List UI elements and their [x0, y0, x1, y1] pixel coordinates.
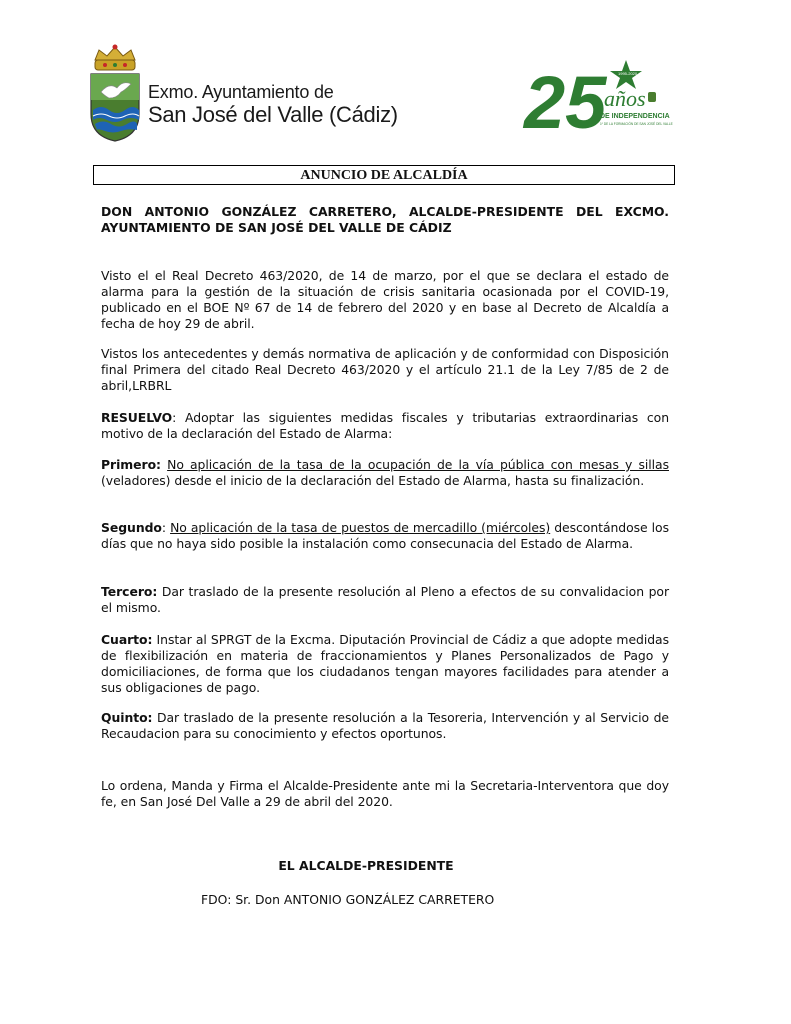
resuelvo-label: RESUELVO: [101, 410, 173, 425]
segundo-rest: descontándose los días que no haya sido posible la instalación como consecunacia del Estado de Alarma.: [101, 520, 669, 551]
anniversary-small-text: 1º DE LA FORMACIÓN DE SAN JOSÉ DEL VALLE: [600, 122, 673, 126]
org-name-line1: Exmo. Ayuntamiento de: [148, 82, 334, 102]
document-title: ANUNCIO DE ALCALDÍA: [300, 168, 468, 183]
signature-name: FDO: Sr. Don ANTONIO GONZÁLEZ CARRETERO: [201, 892, 495, 907]
segundo-underlined: No aplicación de la tasa de puestos de mercadillo (miércoles): [170, 520, 551, 535]
segundo-label: Segundo: [101, 520, 162, 535]
paragraph-closing: Lo ordena, Manda y Firma el Alcalde-Presidente ante mi la Secretaria-Interventora que doy fe, en San José Del Valle a 29 de abril del 2020.: [101, 778, 669, 809]
tercero-label: Tercero:: [101, 584, 158, 599]
org-name-line2: San José del Valle (Cádiz): [148, 102, 398, 127]
resuelvo-text: : Adoptar las siguientes medidas fiscales y tributarias extraordinarias con motivo de la declaración del Estado de Alarma:: [101, 410, 669, 441]
paragraph-quinto: [101, 710, 669, 742]
primero-rest: (veladores) desde el inicio de la declaración del Estado de Alarma, hasta su finalización.: [101, 473, 645, 488]
cuarto-text: Instar al SPRGT de la Excma. Diputación Provincial de Cádiz a que adopte medidas de flexibilización en materia de fraccionamientos y Planes Personalizados de Pago y domiciliaciones, de forma que los ciudadanos tengan mayores facilidades para atender a sus obligaciones de pago.: [101, 632, 669, 695]
paragraph-visto: Visto el el Real Decreto 463/2020, de 14 de marzo, por el que se declara el estado de alarma para la gestión de la situación de crisis sanitaria ocasionada por el COVID-19, publicado en el BOE Nº 67 de 14 de febrero del 2020 y en base al Decreto de Alcaldía a fecha de hoy 29 de abril.: [101, 268, 669, 331]
quinto-text: Dar traslado de la presente resolución a la Tesoreria, Intervención y al Servicio de Recaudacion para su conocimiento y efectos oportunos.: [101, 710, 669, 741]
anniversary-number: 25: [524, 61, 607, 144]
paragraph-tercero: [101, 584, 669, 616]
anniversary-logo: [520, 58, 673, 144]
segundo-colon: :: [161, 520, 171, 535]
paragraph-segundo: [101, 520, 669, 552]
tercero-text: Dar traslado de la presente resolución al Pleno a efectos de su convalidacion por el mismo.: [101, 584, 669, 615]
signature-title: EL ALCALDE-PRESIDENTE: [278, 858, 454, 873]
paragraph-cuarto: [101, 632, 669, 696]
primero-underlined: No aplicación de la tasa de la ocupación de la vía pública con mesas y sillas: [167, 457, 669, 472]
coat-of-arms-icon: [87, 44, 143, 142]
cuarto-label: Cuarto:: [101, 632, 153, 647]
paragraph-resuelvo: [101, 410, 669, 442]
paragraph-primero: [101, 457, 669, 489]
anniversary-years: 1995-2020: [618, 71, 638, 76]
primero-label: Primero:: [101, 457, 161, 472]
document-heading: DON ANTONIO GONZÁLEZ CARRETERO, ALCALDE-PRESIDENTE DEL EXCMO. AYUNTAMIENTO DE SAN JOSÉ DEL VALLE DE CÁDIZ: [101, 204, 669, 235]
anniversary-word: años: [604, 86, 646, 111]
anniversary-tagline: DE INDEPENDENCIA: [600, 113, 670, 120]
quinto-label: Quinto:: [101, 710, 153, 725]
paragraph-vistos: Vistos los antecedentes y demás normativa de aplicación y de conformidad con Disposición final Primera del citado Real Decreto 463/2020 y el artículo 21.1 de la Ley 7/85 de 2 de abril,LRBRL: [101, 346, 669, 393]
